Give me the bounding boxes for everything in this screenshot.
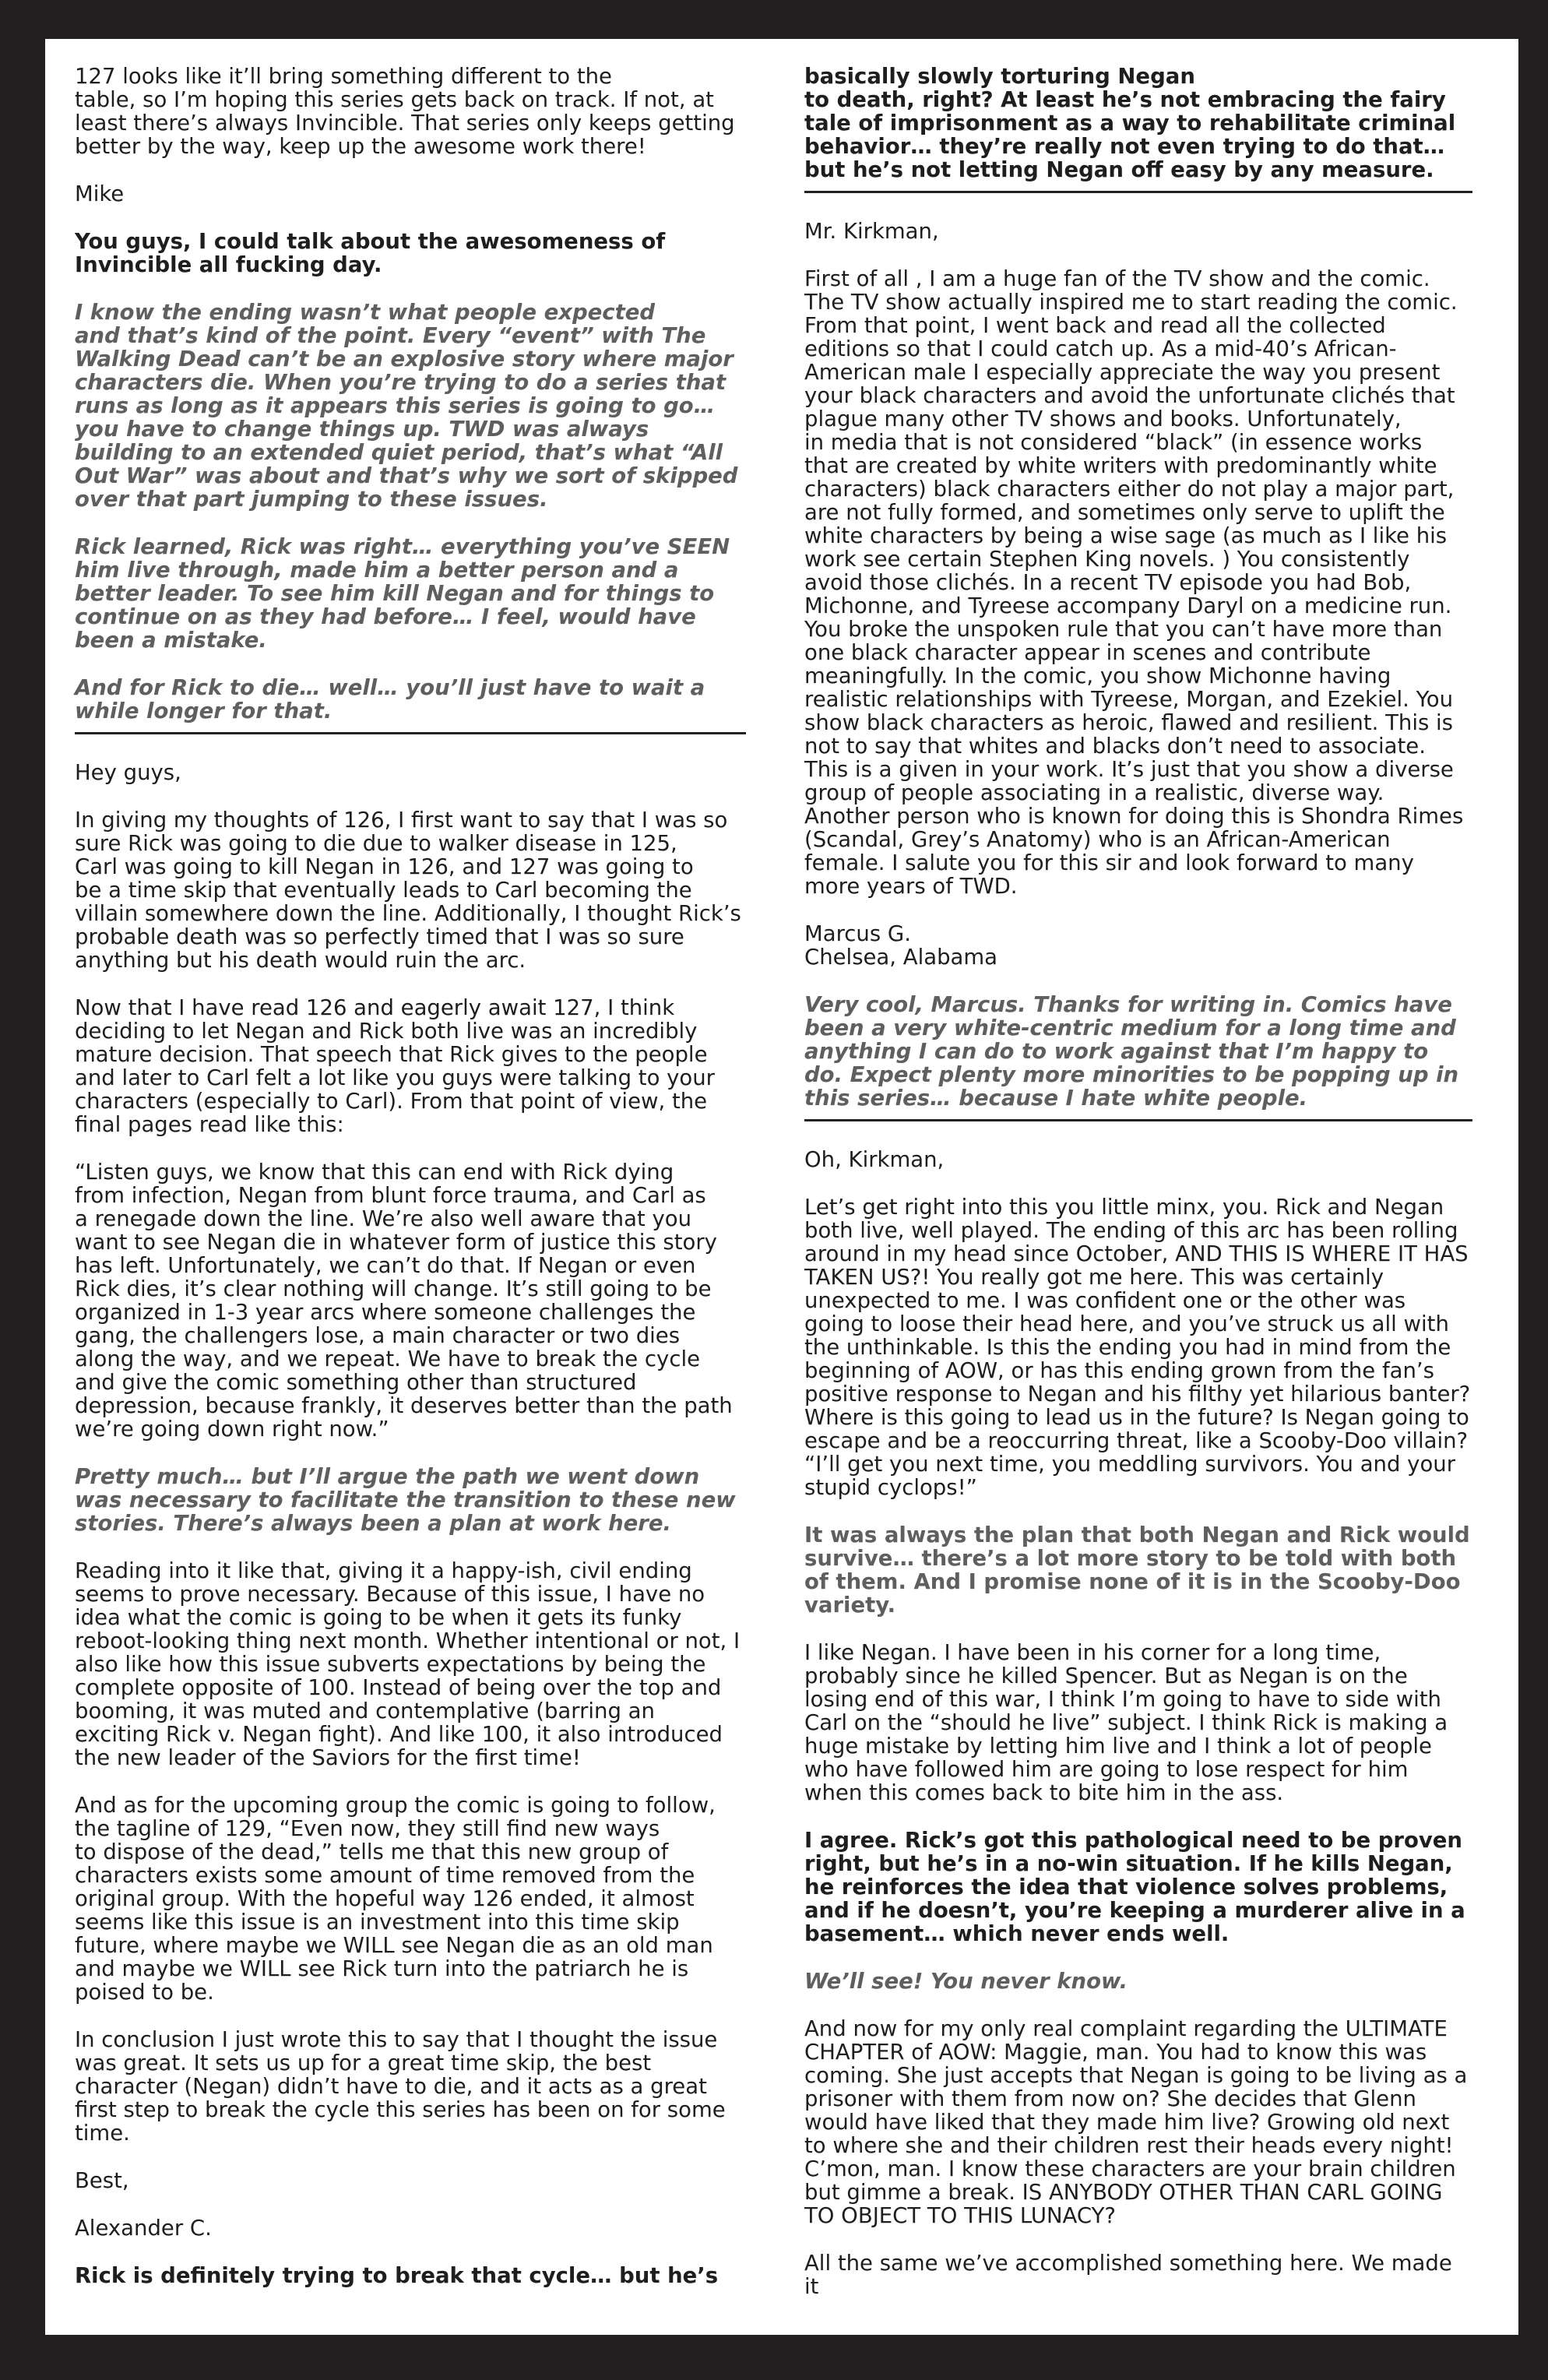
letter-divider (804, 191, 1472, 193)
letter-text: And as for the upcoming group the comic is going to follow, the tagline of 129, “Even now, they still find new ways to dispose of the dead,” tells me that this new group of characters exists some amount of time removed from the original group. With the hopeful way 126 ended, it almost seems like this issue is an investment into this time skip future, where maybe we WILL see Negan die as an old man and maybe we WILL see Rick turn into the patriarch he is poised to be. (75, 1793, 716, 2005)
letter-text: I like Negan. I have been in his corner for a long time, probably since he killed Spencer. But as Negan is on the losing end of this war, I think I’m going to have to side with Carl on the “should he live” subject. I think Rick is making a huge mistake by letting him live and I think a lot of people who have followed him are going to lose respect for him when this comes back to bite him in the ass. (804, 1640, 1448, 1805)
letter-signature: Marcus G. Chelsea, Alabama (804, 921, 998, 970)
letter-text: In giving my thoughts of 126, I first want to say that I was so sure Rick was going to die due to walker disease in 125, Carl was going to kill Negan in 126, and 127 was going to be a time skip that eventually leads to Carl becoming the villain somewhere down the line. Additionally, I thought Rick’s probable death was so perfectly timed that I was so sure anything but his death would ruin the arc. (75, 808, 741, 973)
right-column (804, 65, 1471, 2322)
editor-reply: We’ll see! You never know. (804, 1969, 1128, 1994)
letter-text: And now for my only real complaint regarding the ULTIMATE CHAPTER of AOW: Maggie, man. You had to know this was coming. She just accepts that Negan is going to be living as a prisoner with them from now on? She decides that Glenn would have liked that they made him live? Growing old next to where she and their children rest their heads every night! C’mon, man. I know these characters are your brain children but gimme a break. IS ANYBODY OTHER THAN CARL GOING TO OBJECT TO THIS LUNACY? (804, 2016, 1468, 2228)
editor-reply: I know the ending wasn’t what people expected and that’s kind of the point. Every “event” with The Walking Dead can’t be an explosive story where major characters die. When you’re trying to do a series that runs as long as it appears this series is going to go… you have to change things up. TWD was always building to an extended quiet period, that’s what “All Out War” was about and that’s why we sort of skipped over that part jumping to these issues. (75, 300, 738, 512)
editor-reply: Rick learned, Rick was right… everything you’ve SEEN him live through, made him a better person and a better leader. To see him kill Negan and for things to continue on as they had before… I feel, would have been a mistake. (75, 534, 730, 653)
letter-text: All the same we’ve accomplished something here. We made it (804, 2251, 1452, 2299)
editor-reply: It was always the plan that both Negan and Rick would survive… there’s a lot more story to be told with both of them. And I promise none of it is in the Scooby-Doo variety. (804, 1523, 1470, 1618)
letter-divider (804, 1119, 1472, 1121)
letter-text: Reading into it like that, giving it a happy-ish, civil ending seems to prove necessary. Because of this issue, I have no idea what the comic is going to be when it gets its funky reboot-looking thing next month. Whether intentional or not, I also like how this issue subverts expectations by being the complete opposite of 100. Instead of being over the top and booming, it was muted and contemplative (barring an exciting Rick v. Negan fight). And like 100, it also introduced the new leader of the Saviors for the first time! (75, 1558, 741, 1770)
editor-reply: You guys, I could talk about the awesomeness of Invincible all fucking day. (75, 229, 666, 277)
editor-reply: Pretty much… but I’ll argue the path we went down was necessary to facilitate the transition to these new stories. There’s always been a plan at work here. (75, 1464, 736, 1536)
letter-text: In conclusion I just wrote this to say that I thought the issue was great. It sets us up for a great time skip, the best character (Negan) didn’t have to die, and it acts as a great first step to break the cycle this series has been on for some time. (75, 2027, 726, 2146)
letter-text: First of all , I am a huge fan of the TV show and the comic. The TV show actually inspired me to start reading the comic. From that point, I went back and read all the collected editions so that I could catch up. As a mid-40’s African-American male I especially appreciate the way you present your black characters and avoid the unfortunate clichés that plague many other TV shows and books. Unfortunately, in media that is not considered “black” (in essence works that are created by white writers with predominantly white characters) black characters either do not play a major part, are not fully formed, and sometimes only serve to uplift the white characters by being a wise sage (as much as I like his work see certain Stephen King novels. ) You consistently avoid those clichés. In a recent TV episode you had Bob, Michonne, and Tyreese accompany Daryl on a medicine run. You broke the unspoken rule that you can’t have more than one black character appear in scenes and contribute meaningfully. In the comic, you show Michonne having realistic relationships with Tyreese, Morgan, and Ezekiel. You show black characters as heroic, flawed and resilient. This is not to say that whites and blacks don’t need to associate. This is a given in your work. It’s just that you show a diverse group of people associating in a realistic, diverse way. Another person who is known for doing this is Shondra Rimes (Scandal, Grey’s Anatomy) who is an African-American female. I salute you for this sir and look forward to many more years of TWD. (804, 266, 1464, 899)
letter-divider (75, 732, 746, 734)
letter-text: “Listen guys, we know that this can end with Rick dying from infection, Negan from blunt force trauma, and Carl as a renegade down the line. We’re also well aware that you want to see Negan die in whatever form of justice this story has left. Unfortunately, we can’t do that. If Negan or even Rick dies, it’s clear nothing will change. It’s still going to be organized in 1-3 year arcs where someone challenges the gang, the challengers lose, a main character or two dies along the way, and we repeat. We have to break the cycle and give the comic something other than structured depression, because frankly, it deserves better than the path we’re going down right now.” (75, 1160, 733, 1442)
letter-greeting: Hey guys, (75, 760, 181, 785)
letter-closing: Best, (75, 2168, 129, 2193)
left-column (75, 65, 744, 2311)
letter-signature: Alexander C. (75, 2216, 212, 2241)
letter-greeting: Mr. Kirkman, (804, 219, 939, 244)
letter-greeting: Oh, Kirkman, (804, 1147, 945, 1172)
editor-reply: basically slowly torturing Negan to death, right? At least he’s not embracing the fairy tale of imprisonment as a way to rehabilitate criminal behavior… they’re really not even trying to do that… but he’s not letting Negan off easy by any measure. (804, 64, 1456, 182)
editor-reply: Very cool, Marcus. Thanks for writing in. Comics have been a very white-centric medium for a long time and anything I can do to work against that I’m happy to do. Expect plenty more minorities to be popping up in this series… because I hate white people. (804, 992, 1459, 1111)
editor-reply: Rick is definitely trying to break that cycle… but he’s (75, 2263, 719, 2288)
editor-reply: I agree. Rick’s got this pathological need to be proven right, but he’s in a no-win situation. If he kills Negan, he reinforces the idea that violence solves problems, and if he doesn’t, you’re keeping a murderer alive in a basement… which never ends well. (804, 1828, 1465, 1946)
letter-signature: Mike (75, 181, 125, 206)
letters-page (45, 39, 1518, 2335)
letter-text: Let’s get right into this you little minx, you. Rick and Negan both live, well played. The ending of this arc has been rolling around in my head since October, AND THIS IS WHERE IT HAS TAKEN US?! You really got me here. This was certainly unexpected to me. I was confident one or the other was going to loose their head here, and you’ve struck us all with the unthinkable. Is this the ending you had in mind from the beginning of AOW, or has this ending grown from the fan’s positive response to Negan and his filthy yet hilarious banter? Where is this going to lead us in the future? Is Negan going to escape and be a reoccurring threat, like a Scooby-Doo villain? “I’ll get you next time, you meddling survivors. You and your stupid cyclops!” (804, 1195, 1471, 1500)
letter-text: Now that I have read 126 and eagerly await 127, I think deciding to let Negan and Rick both live was an incredibly mature decision. That speech that Rick gives to the people and later to Carl felt a lot like you guys were talking to your characters (especially to Carl). From that point of view, the final pages read like this: (75, 995, 715, 1137)
editor-reply: And for Rick to die… well… you’ll just have to wait a while longer for that. (75, 675, 705, 724)
letter-text: 127 looks like it’ll bring something different to the table, so I’m hoping this series gets back on track. If not, at least there’s always Invincible. That series only keeps getting better by the way, keep up the awesome work there! (75, 64, 735, 159)
